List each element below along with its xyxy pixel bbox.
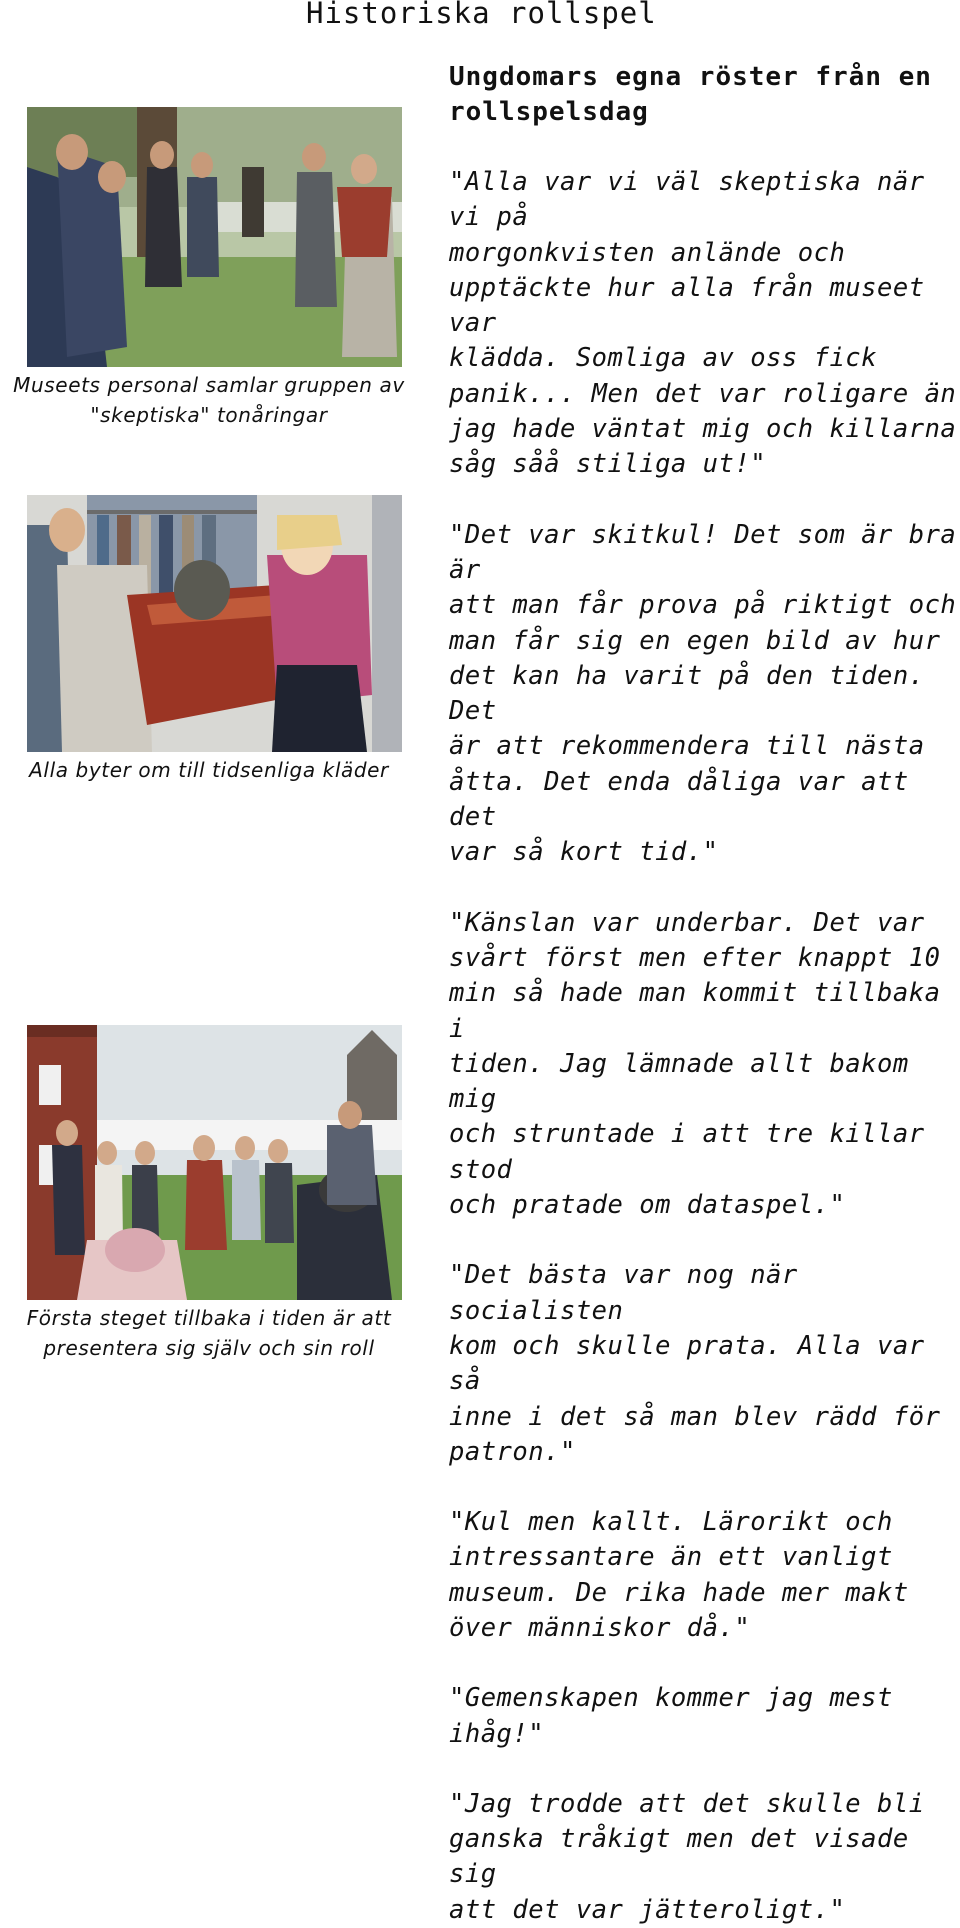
photo-caption: Museets personal samlar gruppen av "skeptiska" tonåringar (13, 373, 405, 427)
quote: "Det var skitkul! Det som är bra är att man får prova på riktigt och man får sig en egen bild av hur det kan ha varit på den tiden. Det är att rekommendera till nästa åtta. Det enda dåliga var att det var så kort tid." (449, 519, 957, 868)
quote: "Gemenskapen kommer jag mest ihåg!" (449, 1683, 893, 1749)
quote: "Kul men kallt. Lärorikt och intressantare än ett vanligt museum. De rika hade mer makt över människor då." (449, 1507, 909, 1643)
photo-role-presentation (27, 1025, 402, 1300)
page-subtitle: Ungdomars egna röster från en rollspelsdag (449, 62, 932, 127)
page-title: Historiska rollspel (306, 0, 657, 30)
quotes-column (449, 165, 957, 1928)
quote: "Jag trodde att det skulle bli ganska tråkigt men det visade sig att det var jätteroligt." (449, 1788, 925, 1925)
photo-caption: Första steget tillbaka i tiden är att presentera sig själv och sin roll (26, 1306, 392, 1360)
quote: "Alla var vi väl skeptiska när vi på morgonkvisten anlände och upptäckte hur alla från museet var klädda. Somliga av oss fick panik... Men det var roligare än jag hade väntat mig och killarna såg såå stiliga ut!" (449, 167, 957, 480)
photo-caption: Alla byter om till tidsenliga kläder (29, 758, 389, 782)
quote: "Känslan var underbar. Det var svårt först men efter knappt 10 min så hade man kommit tillbaka i tiden. Jag lämnade allt bakom mig och struntade i att tre killar stod och pratade om dataspel." (449, 907, 941, 1221)
photo-staff-gathering-group (27, 107, 402, 367)
quote: "Det bästa var nog när socialisten kom och skulle prata. Alla var så inne i det så man blev rädd för patron." (449, 1260, 941, 1467)
photo-changing-clothes (27, 495, 402, 752)
